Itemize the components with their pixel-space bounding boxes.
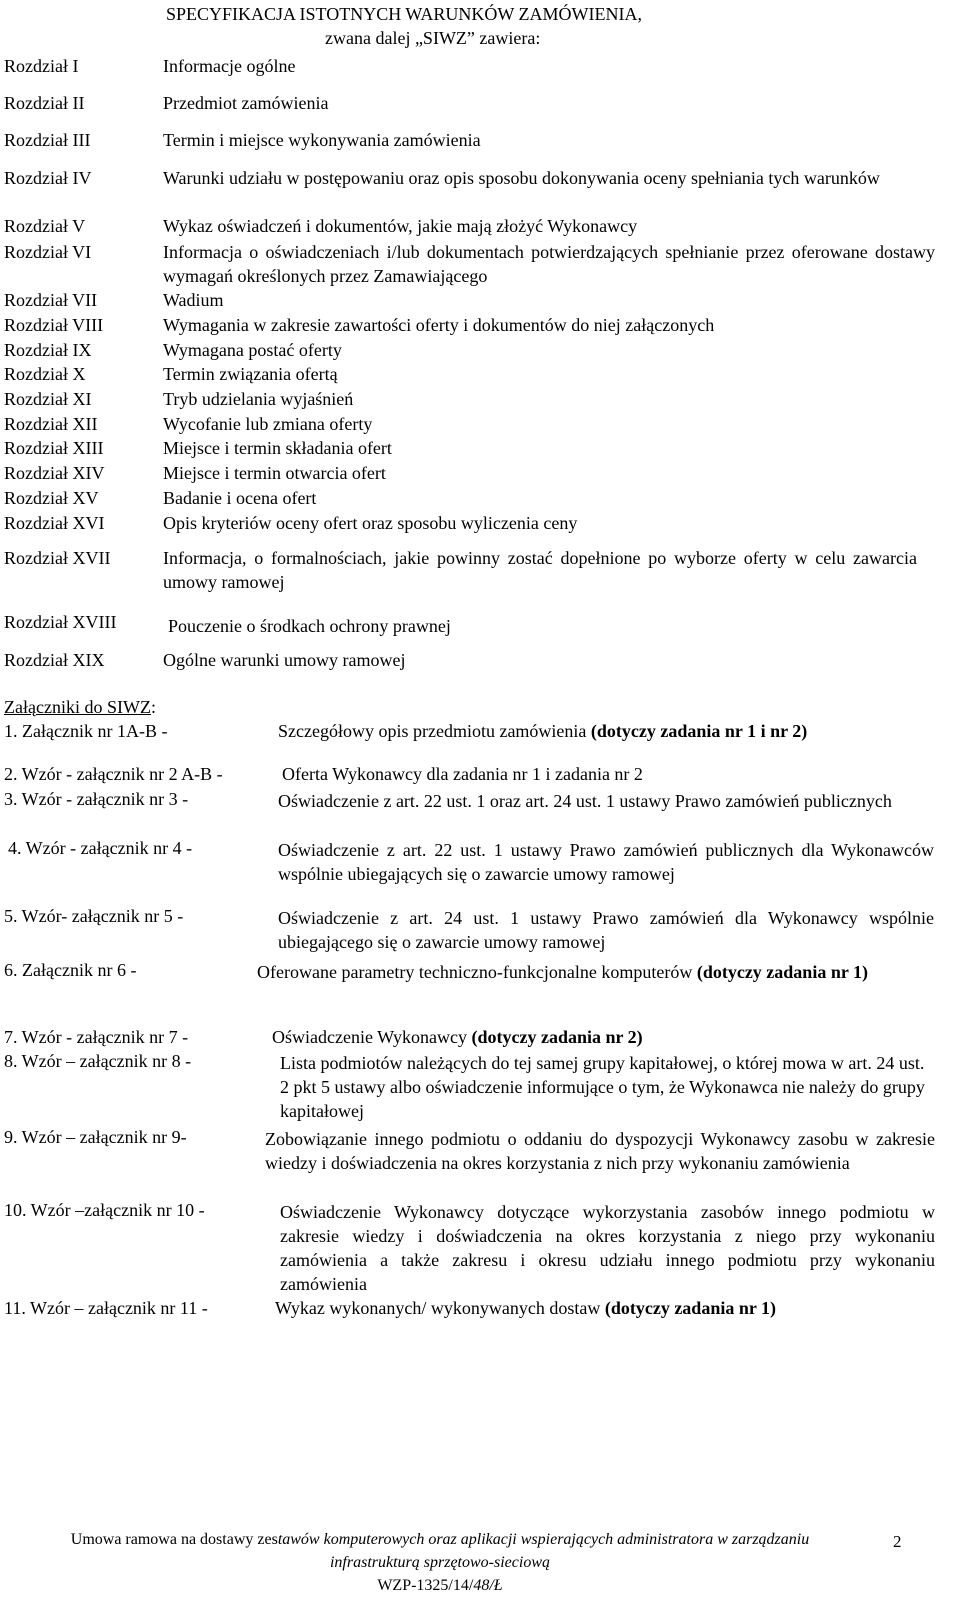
attachment-label: 2. Wzór - załącznik nr 2 A-B - (4, 764, 223, 784)
page-number: 2 (893, 1532, 902, 1551)
attachment-text: Oferowane parametry techniczno-funkcjonalne komputerów (257, 962, 697, 982)
chapter-label: Rozdział II (4, 93, 85, 113)
chapter-title: Pouczenie o środkach ochrony prawnej (168, 616, 451, 636)
chapter-title: Tryb udzielania wyjaśnień (163, 389, 354, 409)
attachment-note: (dotyczy zadania nr 1) (696, 962, 868, 982)
chapter-title: Ogólne warunki umowy ramowej (163, 650, 406, 670)
chapter-title: Przedmiot zamówienia (163, 93, 329, 113)
chapter-title: Wymagana postać oferty (163, 340, 342, 360)
attachment-description (275, 1298, 776, 1319)
footer-line-1-plain: Umowa ramowa na dostawy zes (70, 1531, 278, 1548)
attachment-description: Oświadczenie z art. 22 ust. 1 oraz art. 24 ust. 1 ustawy Prawo zamówień publicznych (278, 791, 892, 811)
footer-line-1-italic: tawów komputerowych oraz aplikacji wspierających administratora w zarządzaniu (277, 1531, 810, 1548)
attachment-description (257, 960, 934, 984)
chapter-label: Rozdział III (4, 130, 91, 150)
attachment-label: 7. Wzór - załącznik nr 7 - (4, 1027, 189, 1047)
footer-line-1 (0, 1530, 880, 1550)
chapter-title: Badanie i ocena ofert (163, 488, 317, 508)
attachment-label: 1. Załącznik nr 1A-B - (4, 721, 168, 741)
attachment-note: (dotyczy zadania nr 1) (604, 1298, 777, 1318)
chapter-title: Opis kryteriów oceny ofert oraz sposobu wyliczenia ceny (163, 513, 578, 533)
chapter-title: Termin i miejsce wykonywania zamówienia (163, 130, 481, 150)
chapter-label: Rozdział XVI (4, 513, 105, 533)
attachment-label: 3. Wzór - załącznik nr 3 - (4, 789, 189, 809)
chapter-label: Rozdział XIV (4, 463, 105, 483)
chapter-title: Wadium (163, 290, 224, 310)
chapter-title: Informacje ogólne (163, 56, 296, 76)
document-subtitle: zwana dalej „SIWZ” zawiera: (325, 28, 541, 48)
attachment-label: 10. Wzór –załącznik nr 10 - (4, 1200, 205, 1220)
chapter-label: Rozdział XV (4, 488, 99, 508)
chapter-title: Wymagania w zakresie zawartości oferty i dokumentów do niej załączonych (163, 315, 715, 335)
attachment-description: Zobowiązanie innego podmiotu o oddaniu do dyspozycji Wykonawcy zasobu w zakresie wiedzy i doświadczenia na okres korzystania z nich przy wykonaniu zamówienia (265, 1129, 935, 1173)
chapter-label: Rozdział V (4, 216, 86, 236)
chapter-label: Rozdział XI (4, 389, 92, 409)
chapter-label: Rozdział XVIII (4, 612, 117, 632)
attachment-text: Oświadczenie Wykonawcy (272, 1027, 472, 1047)
attachment-note: (dotyczy zadania nr 1 i nr 2) (590, 721, 808, 741)
chapter-title: Warunki udziału w postępowaniu oraz opis sposobu dokonywania oceny spełniania tych warunków (163, 168, 880, 188)
chapter-label: Rozdział I (4, 56, 79, 76)
chapter-title: Wykaz oświadczeń i dokumentów, jakie mają złożyć Wykonawcy (163, 216, 638, 236)
attachments-heading-colon: : (150, 697, 156, 717)
attachment-label: 11. Wzór – załącznik nr 11 - (4, 1298, 208, 1318)
chapter-label: Rozdział IV (4, 168, 92, 188)
chapter-title: Miejsce i termin składania ofert (163, 438, 392, 458)
attachment-label: 9. Wzór – załącznik nr 9- (4, 1127, 187, 1147)
chapter-title: Informacja, o formalnościach, jakie powinny zostać dopełnione po wyborze oferty w celu zawarcia umowy ramowej (163, 548, 917, 592)
chapter-title: Termin związania ofertą (163, 364, 338, 384)
attachment-label: 8. Wzór – załącznik nr 8 - (4, 1051, 192, 1071)
chapter-label: Rozdział XVII (4, 548, 111, 568)
chapter-label: Rozdział X (4, 364, 86, 384)
chapter-title: Wycofanie lub zmiana oferty (163, 414, 373, 434)
attachment-description (272, 1027, 643, 1048)
chapter-title: Informacja o oświadczeniach i/lub dokumentach potwierdzających spełnianie przez oferowane dostawy wymagań określonych przez Zamawiającego (163, 242, 935, 286)
footer-line-3-italic: 48/Ł (473, 1577, 503, 1594)
attachment-note: (dotyczy zadania nr 2) (471, 1027, 643, 1047)
chapter-label: Rozdział XIX (4, 650, 105, 670)
attachment-label: 6. Załącznik nr 6 - (4, 960, 137, 980)
attachment-description: Oświadczenie z art. 22 ust. 1 ustawy Prawo zamówień publicznych dla Wykonawców wspólnie ubiegających się o zawarcie umowy ramowej (278, 840, 934, 884)
footer-line-3-plain: WZP-1325/14/ (377, 1577, 474, 1594)
chapter-title: Miejsce i termin otwarcia ofert (163, 463, 386, 483)
attachment-description (278, 721, 807, 742)
footer-line-3 (0, 1576, 880, 1596)
attachment-description: Lista podmiotów należących do tej samej grupy kapitałowej, o której mowa w art. 24 ust. 2 pkt 5 ustawy albo oświadczenie informujące o tym, że Wykonawca nie należy do grupy kapitałowej (280, 1053, 925, 1121)
chapter-label: Rozdział VII (4, 290, 98, 310)
chapter-label: Rozdział XII (4, 414, 98, 434)
attachment-description: Oświadczenie Wykonawcy dotyczące wykorzystania zasobów innego podmiotu w zakresie wiedzy i doświadczenia na okres korzystania z niego przy wykonaniu zamówienia a także zakresu i okresu udziału innego podmiotu przy wykonaniu zamówienia (280, 1202, 935, 1294)
attachment-label: 5. Wzór- załącznik nr 5 - (4, 906, 184, 926)
attachments-heading (4, 697, 156, 718)
attachment-description: Oferta Wykonawcy dla zadania nr 1 i zadania nr 2 (282, 764, 643, 784)
attachment-description: Oświadczenie z art. 24 ust. 1 ustawy Prawo zamówień dla Wykonawcy wspólnie ubiegającego się o zawarcie umowy ramowej (278, 908, 934, 952)
chapter-label: Rozdział VI (4, 242, 92, 262)
chapter-label: Rozdział VIII (4, 315, 104, 335)
footer-line-2: infrastrukturą sprzętowo-sieciową (329, 1554, 550, 1571)
attachment-label: 4. Wzór - załącznik nr 4 - (8, 838, 193, 858)
attachments-heading-text: Załączniki do SIWZ (4, 697, 151, 717)
attachment-text: Szczegółowy opis przedmiotu zamówienia (278, 721, 591, 741)
chapter-label: Rozdział XIII (4, 438, 104, 458)
chapter-label: Rozdział IX (4, 340, 92, 360)
document-title: SPECYFIKACJA ISTOTNYCH WARUNKÓW ZAMÓWIENIA, (166, 4, 643, 24)
attachment-text: Wykaz wykonanych/ wykonywanych dostaw (275, 1298, 605, 1318)
